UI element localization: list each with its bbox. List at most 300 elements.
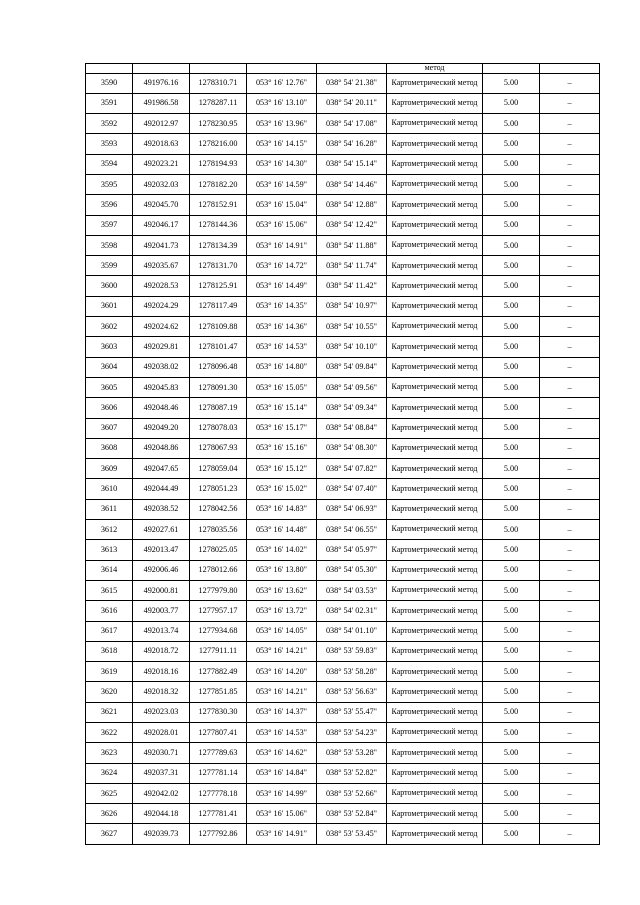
point-number-cell: 3592 <box>86 114 133 134</box>
point-number-cell: 3613 <box>86 540 133 560</box>
y-coordinate-cell: 1277911.11 <box>190 641 247 661</box>
point-number-cell: 3590 <box>86 73 133 93</box>
x-coordinate-cell: 492003.77 <box>133 601 190 621</box>
method-cell: Картометрический метод <box>387 641 483 661</box>
y-coordinate-cell: 1278067.93 <box>190 438 247 458</box>
longitude-cell: 038° 53' 58.28" <box>317 662 387 682</box>
longitude-cell: 038° 54' 14.46" <box>317 174 387 194</box>
y-coordinate-cell: 1278091.30 <box>190 377 247 397</box>
note-cell: – <box>540 601 600 621</box>
accuracy-cell: 5.00 <box>483 580 540 600</box>
latitude-cell: 053° 16' 13.10" <box>247 93 317 113</box>
longitude-cell: 038° 53' 52.84" <box>317 804 387 824</box>
latitude-cell: 053° 16' 15.12" <box>247 459 317 479</box>
method-cell: Картометрический метод <box>387 662 483 682</box>
longitude-cell: 038° 54' 10.97" <box>317 296 387 316</box>
accuracy-cell: 5.00 <box>483 560 540 580</box>
table-row <box>86 662 600 682</box>
latitude-cell: 053° 16' 13.96" <box>247 114 317 134</box>
accuracy-cell: 5.00 <box>483 520 540 540</box>
accuracy-cell: 5.00 <box>483 215 540 235</box>
point-number-cell: 3597 <box>86 215 133 235</box>
note-cell: – <box>540 438 600 458</box>
latitude-cell: 053° 16' 15.02" <box>247 479 317 499</box>
note-cell: – <box>540 641 600 661</box>
latitude-cell: 053° 16' 15.05" <box>247 377 317 397</box>
y-coordinate-cell: 1278194.93 <box>190 154 247 174</box>
table-row <box>86 520 600 540</box>
table-row <box>86 235 600 255</box>
accuracy-cell: 5.00 <box>483 73 540 93</box>
longitude-cell: 038° 53' 56.63" <box>317 682 387 702</box>
accuracy-cell: 5.00 <box>483 195 540 215</box>
point-number-cell: 3595 <box>86 174 133 194</box>
cell <box>86 64 133 74</box>
accuracy-cell: 5.00 <box>483 357 540 377</box>
y-coordinate-cell: 1278310.71 <box>190 73 247 93</box>
note-cell: – <box>540 154 600 174</box>
longitude-cell: 038° 54' 07.82" <box>317 459 387 479</box>
point-number-cell: 3601 <box>86 296 133 316</box>
method-cell: Картометрический метод <box>387 459 483 479</box>
table-row <box>86 256 600 276</box>
note-cell: – <box>540 418 600 438</box>
latitude-cell: 053° 16' 14.83" <box>247 499 317 519</box>
latitude-cell: 053° 16' 14.37" <box>247 702 317 722</box>
point-number-cell: 3598 <box>86 235 133 255</box>
x-coordinate-cell: 492028.01 <box>133 723 190 743</box>
x-coordinate-cell: 492012.97 <box>133 114 190 134</box>
note-cell: – <box>540 499 600 519</box>
point-number-cell: 3619 <box>86 662 133 682</box>
table-row <box>86 804 600 824</box>
point-number-cell: 3606 <box>86 398 133 418</box>
note-cell: – <box>540 73 600 93</box>
note-cell: – <box>540 540 600 560</box>
point-number-cell: 3607 <box>86 418 133 438</box>
latitude-cell: 053° 16' 13.80" <box>247 560 317 580</box>
y-coordinate-cell: 1277934.68 <box>190 621 247 641</box>
note-cell: – <box>540 621 600 641</box>
table-row <box>86 296 600 316</box>
point-number-cell: 3612 <box>86 520 133 540</box>
point-number-cell: 3625 <box>86 783 133 803</box>
cell <box>133 64 190 74</box>
method-cell: Картометрический метод <box>387 114 483 134</box>
method-cell: Картометрический метод <box>387 479 483 499</box>
point-number-cell: 3627 <box>86 824 133 844</box>
latitude-cell: 053° 16' 12.76" <box>247 73 317 93</box>
y-coordinate-cell: 1278012.66 <box>190 560 247 580</box>
longitude-cell: 038° 54' 11.42" <box>317 276 387 296</box>
table-row <box>86 824 600 844</box>
latitude-cell: 053° 16' 14.02" <box>247 540 317 560</box>
point-number-cell: 3614 <box>86 560 133 580</box>
latitude-cell: 053° 16' 14.05" <box>247 621 317 641</box>
latitude-cell: 053° 16' 14.84" <box>247 763 317 783</box>
accuracy-cell: 5.00 <box>483 235 540 255</box>
note-cell: – <box>540 682 600 702</box>
longitude-cell: 038° 54' 03.53" <box>317 580 387 600</box>
table-row <box>86 459 600 479</box>
x-coordinate-cell: 492048.86 <box>133 438 190 458</box>
accuracy-cell: 5.00 <box>483 398 540 418</box>
x-coordinate-cell: 492038.02 <box>133 357 190 377</box>
method-cell: Картометрический метод <box>387 398 483 418</box>
point-number-cell: 3620 <box>86 682 133 702</box>
table-row <box>86 154 600 174</box>
longitude-cell: 038° 54' 05.30" <box>317 560 387 580</box>
y-coordinate-cell: 1278078.03 <box>190 418 247 438</box>
method-cell: Картометрический метод <box>387 317 483 337</box>
accuracy-cell: 5.00 <box>483 540 540 560</box>
x-coordinate-cell: 492023.21 <box>133 154 190 174</box>
y-coordinate-cell: 1277778.18 <box>190 783 247 803</box>
x-coordinate-cell: 492045.70 <box>133 195 190 215</box>
accuracy-cell: 5.00 <box>483 763 540 783</box>
y-coordinate-cell: 1278109.88 <box>190 317 247 337</box>
latitude-cell: 053° 16' 13.62" <box>247 580 317 600</box>
table-row <box>86 438 600 458</box>
latitude-cell: 053° 16' 14.91" <box>247 235 317 255</box>
point-number-cell: 3618 <box>86 641 133 661</box>
accuracy-cell: 5.00 <box>483 114 540 134</box>
table-row <box>86 499 600 519</box>
y-coordinate-cell: 1277882.49 <box>190 662 247 682</box>
accuracy-cell: 5.00 <box>483 824 540 844</box>
note-cell: – <box>540 93 600 113</box>
accuracy-cell: 5.00 <box>483 499 540 519</box>
y-coordinate-cell: 1278035.56 <box>190 520 247 540</box>
y-coordinate-cell: 1278125.91 <box>190 276 247 296</box>
table-row <box>86 702 600 722</box>
accuracy-cell: 5.00 <box>483 641 540 661</box>
x-coordinate-cell: 492037.31 <box>133 763 190 783</box>
accuracy-cell: 5.00 <box>483 276 540 296</box>
table-row-continuation <box>86 64 600 74</box>
method-cell: Картометрический метод <box>387 702 483 722</box>
note-cell: – <box>540 398 600 418</box>
method-cell: Картометрический метод <box>387 499 483 519</box>
note-cell: – <box>540 276 600 296</box>
latitude-cell: 053° 16' 14.30" <box>247 154 317 174</box>
table-row <box>86 418 600 438</box>
point-number-cell: 3596 <box>86 195 133 215</box>
x-coordinate-cell: 492032.03 <box>133 174 190 194</box>
longitude-cell: 038° 53' 53.45" <box>317 824 387 844</box>
x-coordinate-cell: 492018.16 <box>133 662 190 682</box>
table-row <box>86 601 600 621</box>
longitude-cell: 038° 54' 06.55" <box>317 520 387 540</box>
latitude-cell: 053° 16' 14.91" <box>247 824 317 844</box>
x-coordinate-cell: 492024.62 <box>133 317 190 337</box>
x-coordinate-cell: 492039.73 <box>133 824 190 844</box>
point-number-cell: 3608 <box>86 438 133 458</box>
x-coordinate-cell: 492046.17 <box>133 215 190 235</box>
latitude-cell: 053° 16' 14.21" <box>247 682 317 702</box>
longitude-cell: 038° 54' 10.10" <box>317 337 387 357</box>
point-number-cell: 3617 <box>86 621 133 641</box>
accuracy-cell: 5.00 <box>483 418 540 438</box>
coordinates-table-body <box>86 64 600 845</box>
accuracy-cell: 5.00 <box>483 377 540 397</box>
latitude-cell: 053° 16' 14.48" <box>247 520 317 540</box>
point-number-cell: 3599 <box>86 256 133 276</box>
note-cell: – <box>540 723 600 743</box>
table-row <box>86 682 600 702</box>
table-row <box>86 276 600 296</box>
x-coordinate-cell: 492030.71 <box>133 743 190 763</box>
latitude-cell: 053° 16' 15.17" <box>247 418 317 438</box>
latitude-cell: 053° 16' 14.72" <box>247 256 317 276</box>
longitude-cell: 038° 53' 59.83" <box>317 641 387 661</box>
x-coordinate-cell: 492006.46 <box>133 560 190 580</box>
x-coordinate-cell: 492018.32 <box>133 682 190 702</box>
table-row <box>86 114 600 134</box>
point-number-cell: 3605 <box>86 377 133 397</box>
x-coordinate-cell: 492042.02 <box>133 783 190 803</box>
cell <box>247 64 317 74</box>
y-coordinate-cell: 1277792.86 <box>190 824 247 844</box>
method-cell: Картометрический метод <box>387 723 483 743</box>
accuracy-cell: 5.00 <box>483 256 540 276</box>
x-coordinate-cell: 492024.29 <box>133 296 190 316</box>
table-row <box>86 540 600 560</box>
latitude-cell: 053° 16' 14.62" <box>247 743 317 763</box>
table-row <box>86 641 600 661</box>
longitude-cell: 038° 54' 01.10" <box>317 621 387 641</box>
table-row <box>86 93 600 113</box>
point-number-cell: 3609 <box>86 459 133 479</box>
longitude-cell: 038° 54' 12.88" <box>317 195 387 215</box>
method-cell: Картометрический метод <box>387 438 483 458</box>
accuracy-cell: 5.00 <box>483 662 540 682</box>
y-coordinate-cell: 1278042.56 <box>190 499 247 519</box>
y-coordinate-cell: 1278230.95 <box>190 114 247 134</box>
x-coordinate-cell: 492018.63 <box>133 134 190 154</box>
y-coordinate-cell: 1278144.36 <box>190 215 247 235</box>
method-cell: Картометрический метод <box>387 540 483 560</box>
accuracy-cell: 5.00 <box>483 337 540 357</box>
point-number-cell: 3621 <box>86 702 133 722</box>
latitude-cell: 053° 16' 15.16" <box>247 438 317 458</box>
table-row <box>86 337 600 357</box>
longitude-cell: 038° 54' 08.84" <box>317 418 387 438</box>
point-number-cell: 3593 <box>86 134 133 154</box>
table-row <box>86 215 600 235</box>
x-coordinate-cell: 492013.74 <box>133 621 190 641</box>
y-coordinate-cell: 1278096.48 <box>190 357 247 377</box>
accuracy-cell: 5.00 <box>483 154 540 174</box>
method-cell: Картометрический метод <box>387 824 483 844</box>
latitude-cell: 053° 16' 14.21" <box>247 641 317 661</box>
method-cell: Картометрический метод <box>387 621 483 641</box>
latitude-cell: 053° 16' 14.36" <box>247 317 317 337</box>
longitude-cell: 038° 54' 09.56" <box>317 377 387 397</box>
latitude-cell: 053° 16' 14.53" <box>247 723 317 743</box>
y-coordinate-cell: 1278134.39 <box>190 235 247 255</box>
point-number-cell: 3624 <box>86 763 133 783</box>
x-coordinate-cell: 492023.03 <box>133 702 190 722</box>
method-cell: Картометрический метод <box>387 134 483 154</box>
latitude-cell: 053° 16' 15.06" <box>247 215 317 235</box>
accuracy-cell: 5.00 <box>483 601 540 621</box>
table-row <box>86 723 600 743</box>
method-cell: Картометрический метод <box>387 93 483 113</box>
accuracy-cell: 5.00 <box>483 296 540 316</box>
table-row <box>86 174 600 194</box>
method-cell: Картометрический метод <box>387 195 483 215</box>
note-cell: – <box>540 560 600 580</box>
cell <box>483 64 540 74</box>
method-cell: Картометрический метод <box>387 743 483 763</box>
latitude-cell: 053° 16' 13.72" <box>247 601 317 621</box>
point-number-cell: 3616 <box>86 601 133 621</box>
x-coordinate-cell: 492013.47 <box>133 540 190 560</box>
latitude-cell: 053° 16' 14.15" <box>247 134 317 154</box>
y-coordinate-cell: 1277830.30 <box>190 702 247 722</box>
table-row <box>86 560 600 580</box>
longitude-cell: 038° 54' 12.42" <box>317 215 387 235</box>
y-coordinate-cell: 1278182.20 <box>190 174 247 194</box>
y-coordinate-cell: 1278152.91 <box>190 195 247 215</box>
note-cell: – <box>540 174 600 194</box>
table-row <box>86 398 600 418</box>
longitude-cell: 038° 54' 06.93" <box>317 499 387 519</box>
longitude-cell: 038° 54' 09.34" <box>317 398 387 418</box>
y-coordinate-cell: 1278216.00 <box>190 134 247 154</box>
table-row <box>86 783 600 803</box>
y-coordinate-cell: 1278025.05 <box>190 540 247 560</box>
x-coordinate-cell: 492044.18 <box>133 804 190 824</box>
latitude-cell: 053° 16' 15.04" <box>247 195 317 215</box>
accuracy-cell: 5.00 <box>483 743 540 763</box>
accuracy-cell: 5.00 <box>483 134 540 154</box>
table-row <box>86 621 600 641</box>
y-coordinate-cell: 1278087.19 <box>190 398 247 418</box>
accuracy-cell: 5.00 <box>483 723 540 743</box>
longitude-cell: 038° 53' 54.23" <box>317 723 387 743</box>
cell <box>190 64 247 74</box>
note-cell: – <box>540 357 600 377</box>
table-row <box>86 357 600 377</box>
method-cell: Картометрический метод <box>387 682 483 702</box>
method-cell: Картометрический метод <box>387 215 483 235</box>
note-cell: – <box>540 256 600 276</box>
point-number-cell: 3600 <box>86 276 133 296</box>
method-cell: Картометрический метод <box>387 154 483 174</box>
latitude-cell: 053° 16' 14.99" <box>247 783 317 803</box>
accuracy-cell: 5.00 <box>483 459 540 479</box>
x-coordinate-cell: 492048.46 <box>133 398 190 418</box>
longitude-cell: 038° 54' 11.88" <box>317 235 387 255</box>
point-number-cell: 3602 <box>86 317 133 337</box>
longitude-cell: 038° 54' 16.28" <box>317 134 387 154</box>
table-row <box>86 763 600 783</box>
x-coordinate-cell: 492018.72 <box>133 641 190 661</box>
note-cell: – <box>540 804 600 824</box>
accuracy-cell: 5.00 <box>483 682 540 702</box>
latitude-cell: 053° 16' 14.20" <box>247 662 317 682</box>
note-cell: – <box>540 824 600 844</box>
table-row <box>86 377 600 397</box>
longitude-cell: 038° 54' 21.38" <box>317 73 387 93</box>
y-coordinate-cell: 1278059.04 <box>190 459 247 479</box>
method-cell: Картометрический метод <box>387 763 483 783</box>
note-cell: – <box>540 580 600 600</box>
note-cell: – <box>540 296 600 316</box>
accuracy-cell: 5.00 <box>483 479 540 499</box>
note-cell: – <box>540 479 600 499</box>
y-coordinate-cell: 1278101.47 <box>190 337 247 357</box>
method-cell: Картометрический метод <box>387 235 483 255</box>
method-cell: Картометрический метод <box>387 276 483 296</box>
note-cell: – <box>540 195 600 215</box>
method-cell: Картометрический метод <box>387 804 483 824</box>
table-row <box>86 73 600 93</box>
method-cell: Картометрический метод <box>387 296 483 316</box>
note-cell: – <box>540 114 600 134</box>
accuracy-cell: 5.00 <box>483 317 540 337</box>
latitude-cell: 053° 16' 14.53" <box>247 337 317 357</box>
longitude-cell: 038° 54' 05.97" <box>317 540 387 560</box>
longitude-cell: 038° 54' 20.11" <box>317 93 387 113</box>
accuracy-cell: 5.00 <box>483 174 540 194</box>
note-cell: – <box>540 337 600 357</box>
x-coordinate-cell: 492047.65 <box>133 459 190 479</box>
longitude-cell: 038° 54' 11.74" <box>317 256 387 276</box>
latitude-cell: 053° 16' 14.80" <box>247 357 317 377</box>
longitude-cell: 038° 54' 10.55" <box>317 317 387 337</box>
longitude-cell: 038° 54' 02.31" <box>317 601 387 621</box>
method-cell: Картометрический метод <box>387 783 483 803</box>
note-cell: – <box>540 520 600 540</box>
cell <box>317 64 387 74</box>
method-cell: Картометрический метод <box>387 601 483 621</box>
longitude-cell: 038° 54' 15.14" <box>317 154 387 174</box>
y-coordinate-cell: 1278051.23 <box>190 479 247 499</box>
note-cell: – <box>540 377 600 397</box>
latitude-cell: 053° 16' 15.14" <box>247 398 317 418</box>
longitude-cell: 038° 53' 52.66" <box>317 783 387 803</box>
x-coordinate-cell: 492045.83 <box>133 377 190 397</box>
point-number-cell: 3604 <box>86 357 133 377</box>
note-cell: – <box>540 783 600 803</box>
point-number-cell: 3591 <box>86 93 133 113</box>
method-cell: Картометрический метод <box>387 520 483 540</box>
table-row <box>86 479 600 499</box>
x-coordinate-cell: 492044.49 <box>133 479 190 499</box>
note-cell: – <box>540 317 600 337</box>
x-coordinate-cell: 492041.73 <box>133 235 190 255</box>
point-number-cell: 3626 <box>86 804 133 824</box>
method-cell: Картометрический метод <box>387 174 483 194</box>
method-cell: Картометрический метод <box>387 357 483 377</box>
table-row <box>86 317 600 337</box>
latitude-cell: 053° 16' 14.59" <box>247 174 317 194</box>
longitude-cell: 038° 53' 55.47" <box>317 702 387 722</box>
point-number-cell: 3623 <box>86 743 133 763</box>
latitude-cell: 053° 16' 15.06" <box>247 804 317 824</box>
x-coordinate-cell: 492029.81 <box>133 337 190 357</box>
longitude-cell: 038° 53' 52.82" <box>317 763 387 783</box>
x-coordinate-cell: 491976.16 <box>133 73 190 93</box>
coordinates-table <box>85 63 600 845</box>
x-coordinate-cell: 492028.53 <box>133 276 190 296</box>
x-coordinate-cell: 491986.58 <box>133 93 190 113</box>
latitude-cell: 053° 16' 14.49" <box>247 276 317 296</box>
y-coordinate-cell: 1277851.85 <box>190 682 247 702</box>
